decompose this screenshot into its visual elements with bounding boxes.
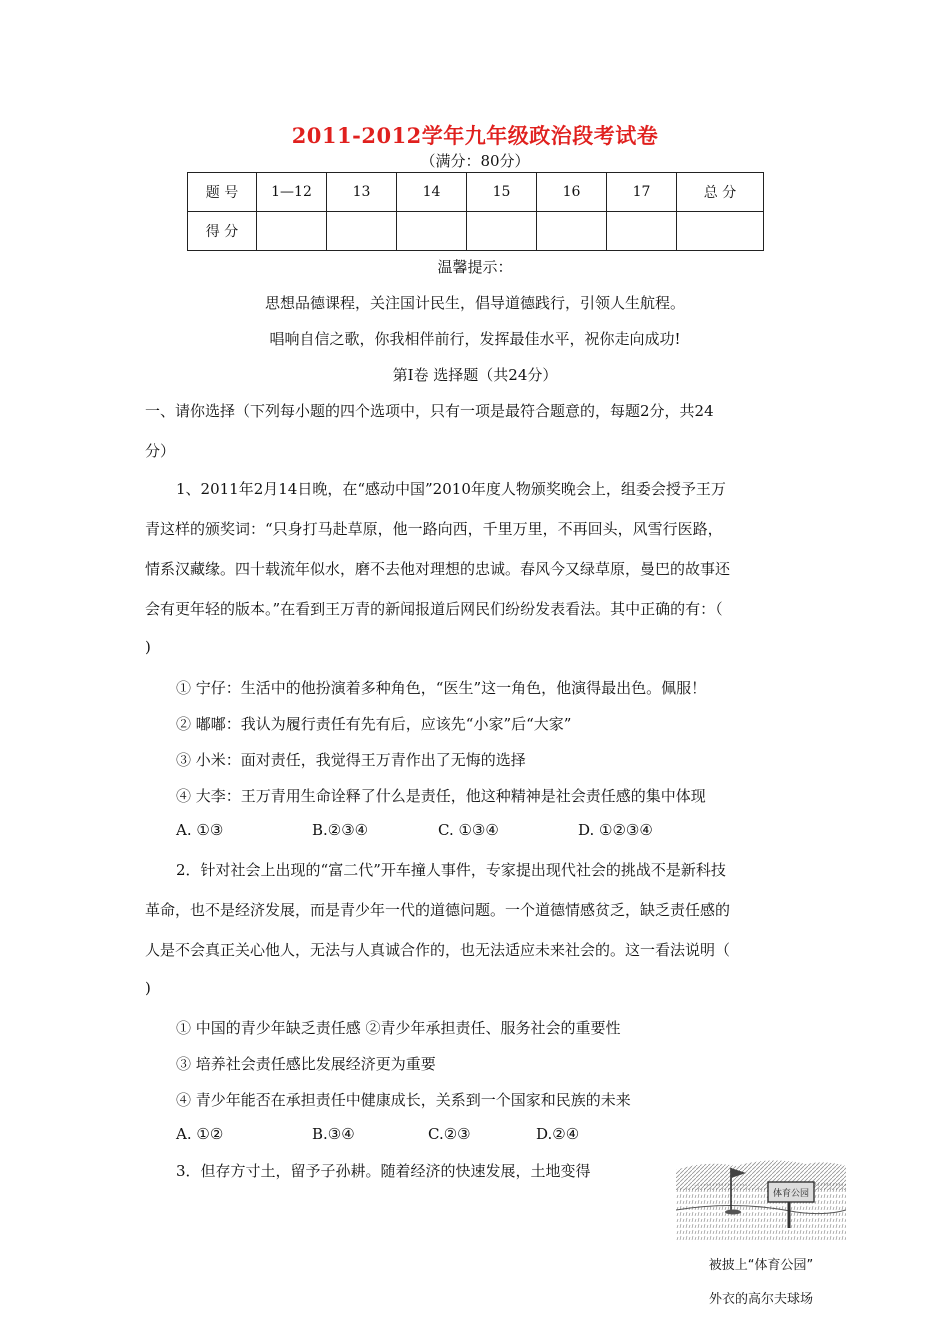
- golf-course-illustration: [676, 1150, 846, 1242]
- score-entry-cell: [537, 212, 607, 251]
- score-table-cell: 16: [537, 173, 607, 212]
- answer-option: D.②④: [536, 1125, 580, 1143]
- score-table-cell: 1—12: [257, 173, 327, 212]
- question-text: 青这样的颁奖词：“只身打马赴草原，他一路向西，千里万里，不再回头，风雪行医路，: [145, 520, 723, 538]
- question-text: 革命，也不是经济发展，而是青少年一代的道德问题。一个道德情感贫乏，缺乏责任感的: [145, 901, 731, 919]
- score-entry-cell: [397, 212, 467, 251]
- section-heading: 第Ⅰ卷 选择题（共24分）: [392, 366, 558, 384]
- score-table-cell: 14: [397, 173, 467, 212]
- park-sign-text: 体育公园: [772, 1189, 810, 1199]
- answer-option: B.③④: [312, 1125, 355, 1143]
- question-text: 2．针对社会上出现的“富二代”开车撞人事件，专家提出现代社会的挑战不是新科技: [176, 861, 726, 879]
- question-text: ): [145, 979, 151, 997]
- score-table-cell: 得 分: [188, 212, 257, 251]
- figure-caption: 被披上“体育公园”: [708, 1258, 814, 1273]
- score-entry-cell: [327, 212, 397, 251]
- figure-caption: 外衣的高尔夫球场: [708, 1292, 813, 1307]
- score-table-header-row: [188, 173, 764, 212]
- question-text: 3．但存方寸土，留予子孙耕。随着经济的快速发展，土地变得: [176, 1162, 591, 1180]
- tips-line: 唱响自信之歌，你我相伴前行，发挥最佳水平，祝你走向成功!: [269, 330, 681, 348]
- tips-line: 思想品德课程，关注国计民生，倡导道德践行，引领人生航程。: [264, 294, 685, 312]
- question-text: 1、2011年2月14日晚，在“感动中国”2010年度人物颁奖晚会上，组委会授予王万: [176, 480, 726, 498]
- question-item: ② 嘟嘟：我认为履行责任有先有后，应该先“小家”后“大家”: [176, 715, 572, 733]
- score-table-cell: 13: [327, 173, 397, 212]
- part-instruction: 分）: [145, 442, 176, 460]
- answer-option: C. ①③④: [438, 821, 499, 839]
- score-table-cell: 17: [607, 173, 677, 212]
- answer-option: A. ①②: [176, 1125, 224, 1143]
- answer-option: C.②③: [428, 1125, 471, 1143]
- score-table-score-row: [188, 212, 764, 251]
- question-item: ④ 大李：王万青用生命诠释了什么是责任，他这种精神是社会责任感的集中体现: [176, 787, 706, 805]
- score-entry-cell: [257, 212, 327, 251]
- question-item: ④ 青少年能否在承担责任中健康成长，关系到一个国家和民族的未来: [176, 1091, 631, 1109]
- score-table-cell: 题 号: [188, 173, 257, 212]
- exam-title: 2011-2012学年九年级政治段考试卷: [291, 123, 659, 148]
- answer-option: A. ①③: [176, 821, 224, 839]
- question-text: 情系汉藏缘。四十载流年似水，磨不去他对理想的忠诚。春风今又绿草原，曼巴的故事还: [145, 560, 731, 578]
- score-table-cell: 15: [467, 173, 537, 212]
- part-instruction: 一、请你选择（下列每小题的四个选项中，只有一项是最符合题意的，每题2分，共24: [145, 402, 714, 420]
- question-text: 会有更年轻的版本。”在看到王万青的新闻报道后网民们纷纷发表看法。其中正确的有：（: [145, 600, 723, 618]
- question-item: ③ 培养社会责任感比发展经济更为重要: [176, 1055, 436, 1073]
- score-entry-cell: [467, 212, 537, 251]
- score-entry-cell: [677, 212, 764, 251]
- score-table-cell: 总 分: [677, 173, 764, 212]
- answer-option: B.②③④: [312, 821, 369, 839]
- question-item: ① 中国的青少年缺乏责任感 ②青少年承担责任、服务社会的重要性: [176, 1019, 621, 1037]
- question-item: ③ 小米：面对责任，我觉得王万青作出了无悔的选择: [176, 751, 526, 769]
- question-text: ): [145, 638, 151, 656]
- tips-heading: 温馨提示：: [437, 258, 513, 276]
- score-table: [187, 172, 764, 251]
- question-item: ① 宁仔：生活中的他扮演着多种角色，“医生”这一角色，他演得最出色。佩服！: [176, 679, 707, 697]
- answer-option: D. ①②③④: [578, 821, 653, 839]
- score-entry-cell: [607, 212, 677, 251]
- question-text: 人是不会真正关心他人，无法与人真诚合作的，也无法适应未来社会的。这一看法说明（: [145, 941, 731, 959]
- full-score: （满分：80分）: [420, 152, 530, 170]
